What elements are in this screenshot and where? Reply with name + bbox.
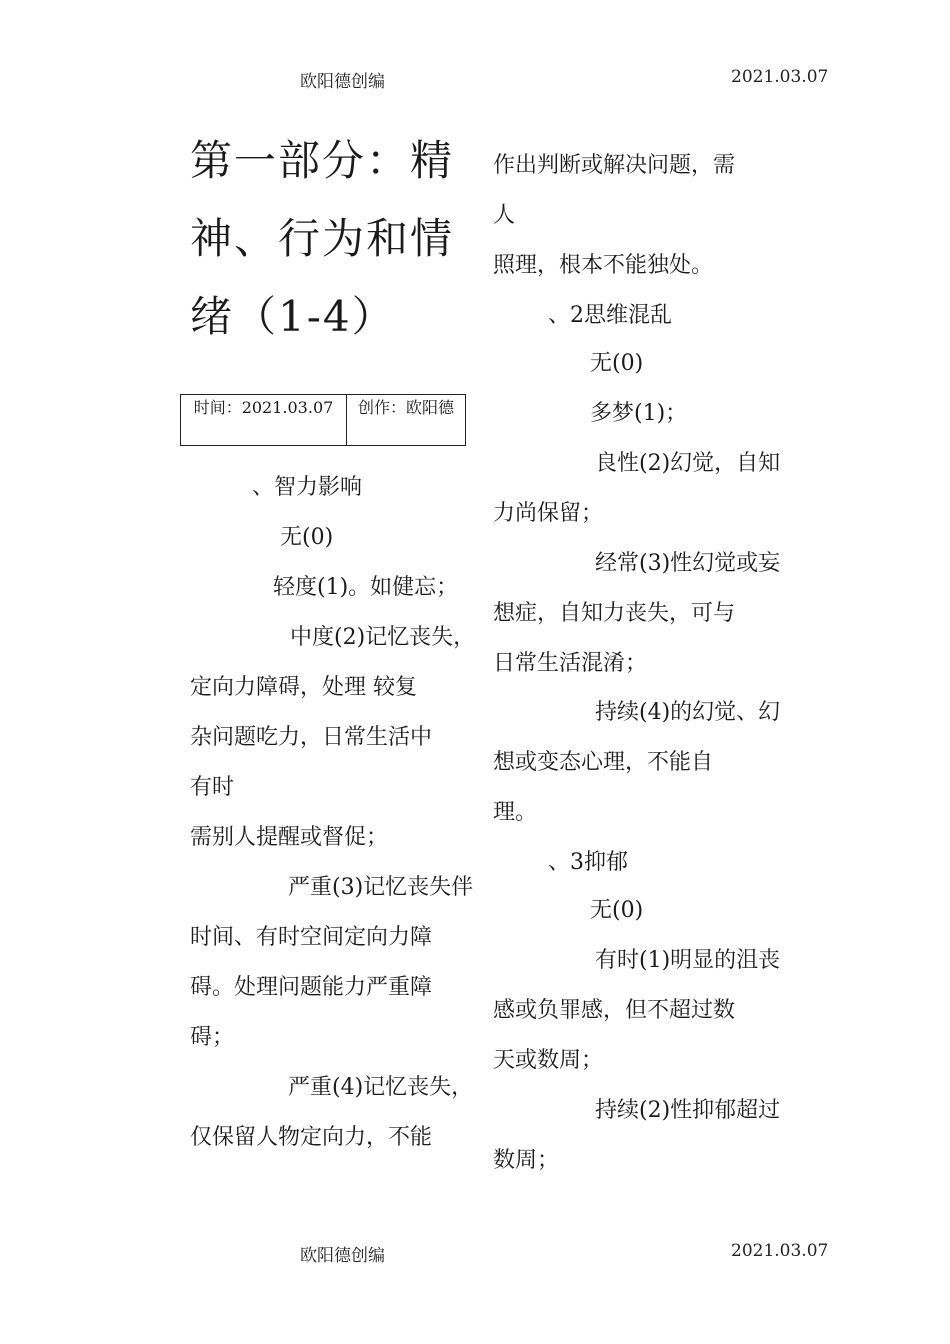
list-item: 严重(4)记忆丧失，	[288, 1075, 474, 1100]
list-item: 无(0)	[590, 898, 644, 923]
body-line: 定向力障碍，处理 较复	[190, 675, 417, 700]
page-title: 第一部分：精神、行为和情绪（1-4）	[190, 136, 455, 341]
footer-author: 欧阳德创编	[300, 1246, 385, 1266]
list-item: 良性(2)幻觉，自知	[595, 451, 781, 476]
list-item: 多梦(1)；	[590, 401, 688, 426]
section-heading: 、智力影响	[252, 475, 363, 500]
body-line: 碍。处理问题能力严重障	[190, 975, 433, 1000]
body-line: 想或变态心理，不能自	[493, 750, 714, 775]
body-line: 数周；	[493, 1148, 560, 1173]
list-item: 无(0)	[280, 525, 334, 550]
body-line: 杂问题吃力，日常生活中	[190, 725, 433, 750]
body-line: 需别人提醒或督促；	[190, 825, 389, 850]
footer-date: 2021.03.07	[731, 1241, 829, 1261]
list-item: 严重(3)记忆丧失伴	[288, 875, 474, 900]
list-item: 经常(3)性幻觉或妄	[595, 551, 781, 576]
body-line: 碍；	[190, 1025, 235, 1050]
meta-time: 时间：2021.03.07	[181, 395, 347, 446]
body-line: 仅保留人物定向力，不能	[190, 1125, 433, 1150]
body-line: 想症，自知力丧失，可与	[493, 601, 736, 626]
list-item: 持续(4)的幻觉、幻	[595, 700, 781, 725]
list-item: 有时(1)明显的沮丧	[595, 948, 781, 973]
body-line: 时间、有时空间定向力障	[190, 925, 433, 950]
body-line: 理。	[493, 800, 538, 825]
header-author: 欧阳德创编	[300, 72, 385, 92]
list-item: 无(0)	[590, 351, 644, 376]
list-item: 持续(2)性抑郁超过	[595, 1098, 781, 1123]
body-line: 感或负罪感，但不超过数	[493, 998, 736, 1023]
body-line: 照理，根本不能独处。	[493, 253, 714, 278]
header-date: 2021.03.07	[731, 67, 829, 87]
list-item: 轻度(1)。如健忘；	[273, 575, 459, 600]
body-line: 有时	[190, 775, 235, 800]
body-line: 作出判断或解决问题，需	[493, 153, 736, 178]
meta-table	[180, 394, 466, 446]
body-line: 力尚保留；	[493, 501, 604, 526]
body-line: 人	[493, 203, 516, 228]
meta-creator: 创作：欧阳德	[347, 395, 466, 446]
body-line: 天或数周；	[493, 1048, 604, 1073]
body-line: 日常生活混淆；	[493, 651, 648, 676]
section-heading: 、2思维混乱	[548, 303, 672, 328]
section-heading: 、3抑郁	[548, 850, 628, 875]
list-item: 中度(2)记忆丧失，	[290, 625, 476, 650]
